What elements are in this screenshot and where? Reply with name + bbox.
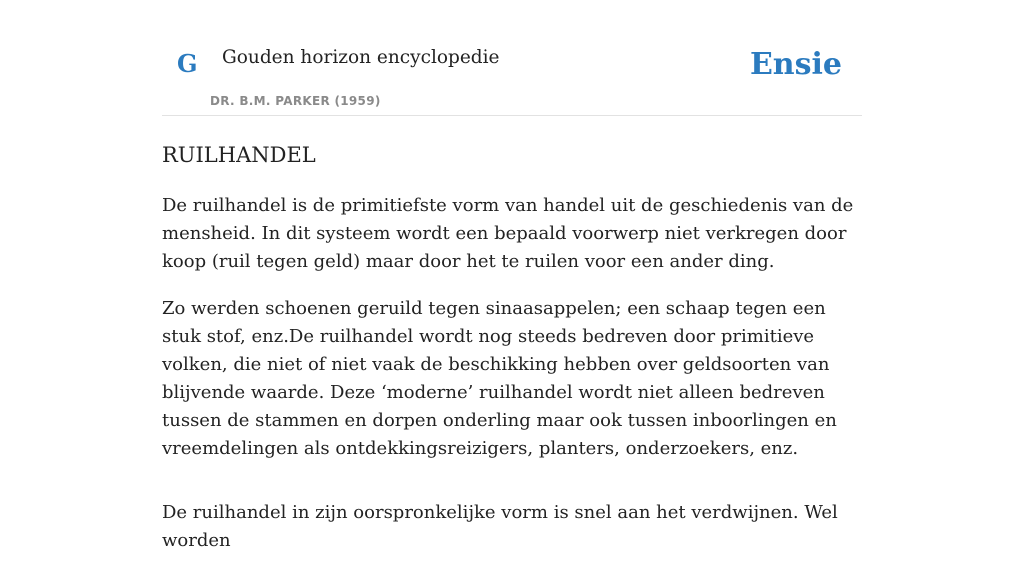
article-paragraph: Zo werden schoenen geruild tegen sinaasappelen; een schaap tegen een stuk stof, enz.De ruilhandel wordt nog steeds bedreven door primitieve volken, die niet of niet vaak de beschikking hebben over geldsoorten van blijvende waarde. Deze ‘moderne’ ruilhandel wordt niet alleen bedreven tussen de stammen en dorpen onderling maar ook tussen inboorlingen en vreemdelingen als ontdekkingsreizigers, planters, onderzoekers, enz. <box>162 298 837 459</box>
page-header <box>162 0 862 116</box>
book-author: DR. B.M. PARKER (1959) <box>210 94 381 108</box>
ensie-brand-link[interactable]: Ensie <box>749 47 842 82</box>
article-paragraph: De ruilhandel is de primitiefste vorm van handel uit de geschiedenis van de mensheid. In dit systeem wordt een bepaald voorwerp niet verkregen door koop (ruil tegen geld) maar door het te ruilen voor een ander ding. <box>162 195 854 272</box>
book-title-link[interactable]: Gouden horizon encyclopedie <box>222 47 500 68</box>
article-paragraph: De ruilhandel in zijn oorspronkelijke vorm is snel aan het verdwijnen. Wel worden <box>162 502 838 551</box>
article-body <box>162 192 862 574</box>
article-title: RUILHANDEL <box>162 143 316 167</box>
book-logo[interactable]: G <box>177 49 198 78</box>
content-column <box>162 0 862 551</box>
